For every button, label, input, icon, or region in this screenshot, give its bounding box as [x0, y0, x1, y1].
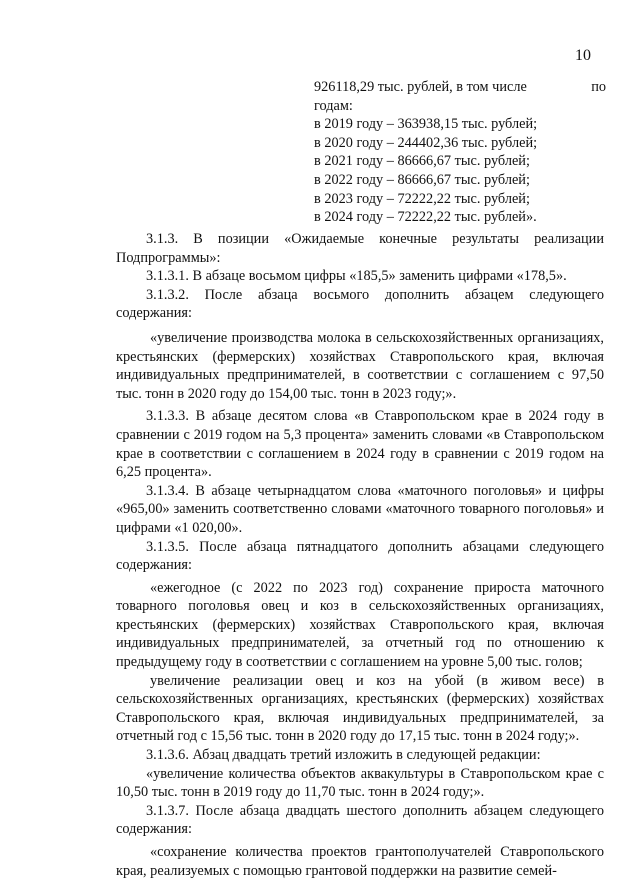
budget-line-2020: в 2020 году – 244402,36 тыс. рублей;	[314, 134, 538, 151]
budget-line-2021: в 2021 году – 86666,67 тыс. рублей;	[314, 153, 530, 170]
budget-total-text: 926118,29 тыс. рублей, в том числе	[314, 79, 527, 95]
budget-breakdown	[314, 78, 606, 227]
paragraph-3-1-3-5: 3.1.3.5. После абзаца пятнадцатого дополнить абзацами следующего содержания:	[116, 538, 604, 574]
paragraph-3-1-3-3: 3.1.3.3. В абзаце десятом слова «в Ставропольском крае в 2024 году в сравнении с 2019 годом на 5,3 процента» заменить словами «в Ставропольском крае в соответствии с соглашением в 2024 году в сравнении с 2019 годом на 6,25 процента».	[116, 408, 604, 481]
paragraph-3-1-3: 3.1.3. В позиции «Ожидаемые конечные результаты реализации Подпрограммы»:	[116, 231, 604, 266]
paragraph-3-1-3-7: 3.1.3.7. После абзаца двадцать шестого дополнить абзацем следующего содержания:	[116, 802, 604, 838]
paragraph-3-1-3-1: 3.1.3.1. В абзаце восьмом цифры «185,5» заменить цифрами «178,5».	[146, 268, 567, 285]
quote-sheep-slaughter: увеличение реализации овец и коз на убой (в живом весе) в сельскохозяйственных организациях, крестьянских (фермерских) хозяйствах Ставропольского края, включая индивидуальных предпринимателей, за отчетный год с 15,56 тыс. тонн в 2020 году до 17,15 тыс. тонн в 2024 году;».	[116, 672, 604, 745]
budget-line-years: годам:	[314, 97, 353, 114]
paragraph-3-1-3-4: 3.1.3.4. В абзаце четырнадцатом слова «маточного поголовья» и цифры «965,00» заменить соответственно словами «маточного товарного поголовья» и цифрами «1 020,00».	[116, 482, 604, 536]
quote-grant-projects: «сохранение количества проектов грантополучателей Ставропольского края, реализуемых с помощью грантовой поддержки на развитие семей-	[116, 844, 604, 879]
quote-sheep-livestock: «ежегодное (с 2022 по 2023 год) сохранение прироста маточного товарного поголовья овец и коз в сельскохозяйственных организациях, крестьянских (фермерских) хозяйствах Ставропольского края, включая индивидуальных предпринимателей, за отчетный год по отношению к предыдущему году в соответствии с соглашением на уровне 5,00 тыс. голов;	[116, 579, 604, 671]
quote-milk-production: «увеличение производства молока в сельскохозяйственных организациях, крестьянских (фермерских) хозяйствах Ставропольского края, включая индивидуальных предпринимателей, в соответствии с соглашением с 97,50 тыс. тонн в 2020 году до 154,00 тыс. тонн в 2023 году;».	[116, 329, 604, 402]
budget-line-2023: в 2023 году – 72222,22 тыс. рублей;	[314, 190, 530, 207]
document-body	[116, 230, 604, 880]
paragraph-3-1-3-2: 3.1.3.2. После абзаца восьмого дополнить абзацем следующего содержания:	[116, 286, 604, 322]
page-number: 10	[575, 47, 591, 64]
budget-total-tail: по	[591, 79, 606, 95]
budget-line-2024: в 2024 году – 72222,22 тыс. рублей».	[314, 209, 537, 226]
quote-aquaculture: «увеличение количества объектов аквакультуры в Ставропольском крае с 10,50 тыс. тонн в 2019 году до 11,70 тыс. тонн в 2024 году;».	[116, 765, 604, 801]
budget-total-line	[314, 78, 606, 97]
paragraph-3-1-3-6: 3.1.3.6. Абзац двадцать третий изложить в следующей редакции:	[146, 747, 541, 764]
budget-line-2022: в 2022 году – 86666,67 тыс. рублей;	[314, 171, 530, 188]
budget-line-2019: в 2019 году – 363938,15 тыс. рублей;	[314, 116, 538, 133]
